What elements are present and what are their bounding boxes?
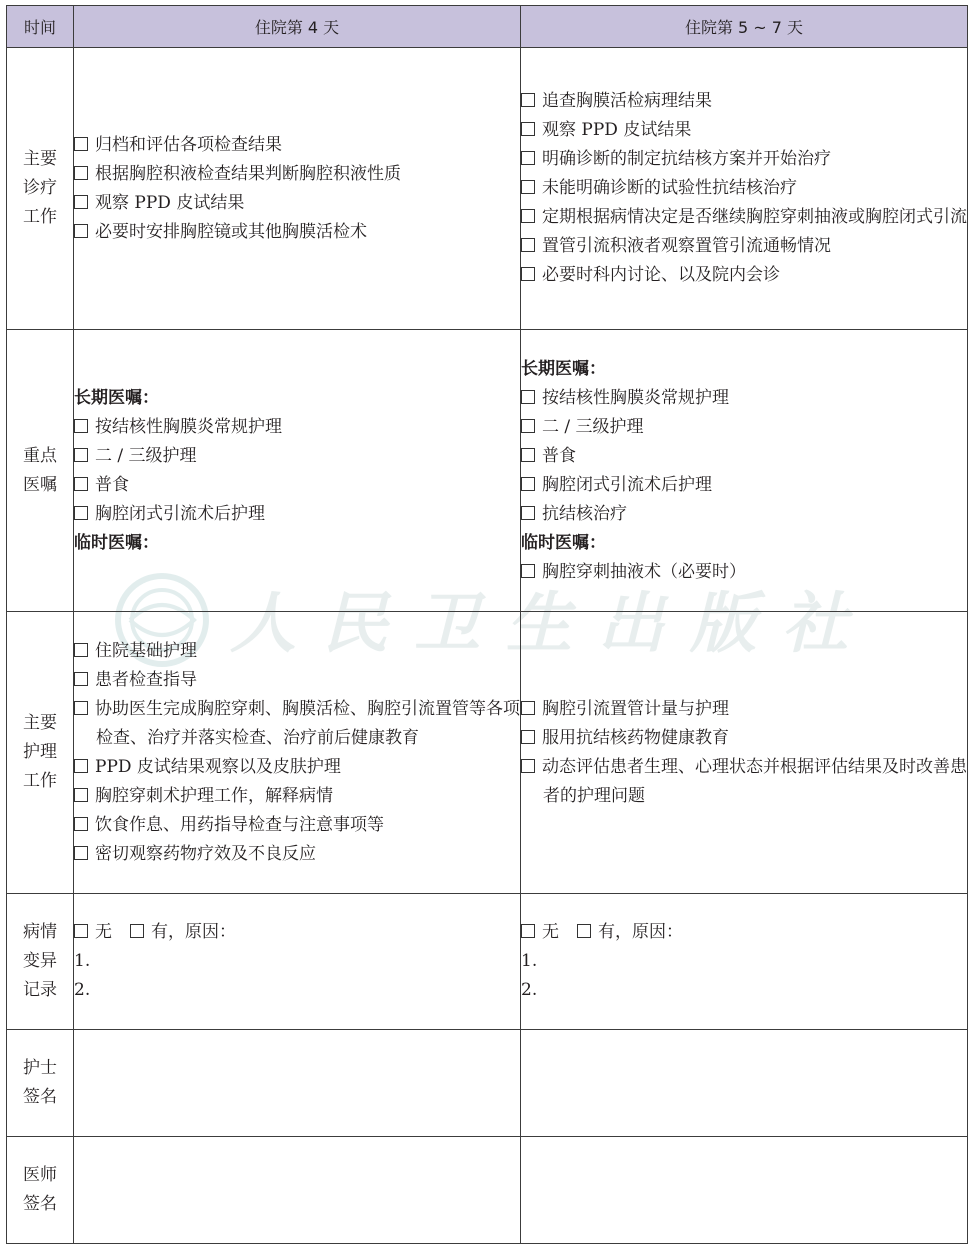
checkbox[interactable] <box>521 730 535 744</box>
checklist-item-text: 归档和评估各项检查结果 <box>95 134 282 155</box>
row-label-line: 医师 <box>23 1165 57 1185</box>
checkbox[interactable] <box>521 759 535 773</box>
checklist-item <box>74 637 520 666</box>
checklist-item <box>521 116 967 145</box>
row-nursing <box>7 612 968 894</box>
checklist-item-text: 住院基础护理 <box>95 640 197 661</box>
variance-day5-7: 无 有，原因： 1. 2. <box>521 894 968 1030</box>
checklist-item-text: 动态评估患者生理、心理状态并根据评估结果及时改善患者的护理问题 <box>542 756 967 806</box>
checkbox[interactable] <box>521 419 535 433</box>
checkbox[interactable] <box>74 224 88 238</box>
checklist-item <box>521 384 967 413</box>
row-label-line: 诊疗 <box>23 178 57 198</box>
diagnosis-day4 <box>74 48 521 330</box>
checklist-item-text: 胸腔穿刺抽液术（必要时） <box>542 561 746 582</box>
checklist-item-text: 胸腔闭式引流术后护理 <box>542 474 712 495</box>
checklist-item-text: 协助医生完成胸腔穿刺、胸膜活检、胸腔引流置管等各项检查、治疗并落实检查、治疗前后健康教育 <box>95 698 520 748</box>
checklist-item <box>74 218 520 247</box>
row-label-line: 签名 <box>23 1194 57 1214</box>
checklist-item-text: 二 / 三级护理 <box>542 416 644 437</box>
checklist-item <box>521 724 967 753</box>
checklist-item-text: 抗结核治疗 <box>542 503 627 524</box>
row-label <box>7 894 74 1030</box>
checklist-item-text: 患者检查指导 <box>95 669 197 690</box>
row-label-line: 变异 <box>23 951 57 971</box>
checklist-item-text: 按结核性胸膜炎常规护理 <box>542 387 729 408</box>
checkbox[interactable] <box>74 817 88 831</box>
checklist-item <box>74 131 520 160</box>
checklist-item <box>521 471 967 500</box>
row-label <box>7 1030 74 1137</box>
checklist-item <box>521 261 967 290</box>
checklist-item <box>74 471 520 500</box>
row-variance <box>7 894 968 1030</box>
checklist-item-text: 胸腔引流置管计量与护理 <box>542 698 729 719</box>
temporary-orders-heading: 临时医嘱： <box>74 532 159 553</box>
checkbox[interactable] <box>521 564 535 578</box>
header-day4: 住院第 4 天 <box>74 6 521 48</box>
checklist-item-text: 未能明确诊断的试验性抗结核治疗 <box>542 178 797 198</box>
checkbox[interactable] <box>74 672 88 686</box>
checkbox[interactable] <box>74 137 88 151</box>
checkbox[interactable] <box>74 448 88 462</box>
checkbox[interactable] <box>130 924 144 938</box>
checklist-item-text: 观察 PPD 皮试结果 <box>95 192 245 213</box>
checklist-item-text: 按结核性胸膜炎常规护理 <box>95 416 282 437</box>
checklist-item <box>74 666 520 695</box>
checkbox[interactable] <box>521 477 535 491</box>
checklist-item <box>521 558 967 587</box>
checkbox[interactable] <box>521 180 535 194</box>
watermark-text: 人民卫生出版社 <box>230 584 874 662</box>
checkbox[interactable] <box>521 267 535 281</box>
checkbox[interactable] <box>521 448 535 462</box>
row-label-line: 病情 <box>23 922 57 942</box>
checklist-item-text: 胸腔穿刺术护理工作，解释病情 <box>95 785 333 806</box>
checklist-item <box>521 442 967 471</box>
row-label <box>7 48 74 330</box>
header-day5-7: 住院第 5 ~ 7 天 <box>521 6 968 48</box>
checklist-item <box>521 753 967 811</box>
row-label-line: 主要 <box>23 149 57 169</box>
checkbox[interactable] <box>74 924 88 938</box>
row-label-line: 主要 <box>23 713 57 733</box>
doctor-signature-day4[interactable] <box>74 1137 521 1244</box>
doctor-signature-day5-7[interactable] <box>521 1137 968 1244</box>
checklist-item-text: 根据胸腔积液检查结果判断胸腔积液性质 <box>95 163 401 184</box>
row-label-line: 护士 <box>23 1058 57 1078</box>
checkbox[interactable] <box>74 788 88 802</box>
checklist-item <box>74 811 520 840</box>
checkbox[interactable] <box>74 477 88 491</box>
checkbox[interactable] <box>74 506 88 520</box>
checkbox[interactable] <box>577 924 591 938</box>
long-term-orders-heading: 长期医嘱： <box>521 358 606 379</box>
row-label-line: 护理 <box>23 742 57 762</box>
checkbox[interactable] <box>521 151 535 165</box>
diagnosis-day5-7 <box>521 48 968 330</box>
checkbox[interactable] <box>74 759 88 773</box>
checklist-item <box>74 840 520 869</box>
checkbox[interactable] <box>74 643 88 657</box>
row-label-line: 重点 <box>23 445 57 466</box>
checkbox[interactable] <box>521 506 535 520</box>
checkbox[interactable] <box>74 166 88 180</box>
row-label <box>7 1137 74 1244</box>
checklist-item-text: 明确诊断的制定抗结核方案并开始治疗 <box>542 149 831 169</box>
checklist-item <box>521 500 967 529</box>
checklist-item-text: 追查胸膜活检病理结果 <box>542 91 712 111</box>
checkbox[interactable] <box>521 209 535 223</box>
nursing-day5-7 <box>521 612 968 894</box>
checklist-item <box>74 413 520 442</box>
row-label-line: 工作 <box>23 771 57 791</box>
checkbox[interactable] <box>521 924 535 938</box>
orders-day4 <box>74 330 521 612</box>
row-label <box>7 330 74 612</box>
long-term-orders-heading: 长期医嘱： <box>74 387 159 408</box>
checklist-item-text: 密切观察药物疗效及不良反应 <box>95 843 316 864</box>
checkbox[interactable] <box>521 701 535 715</box>
row-orders <box>7 330 968 612</box>
checklist-item-text: 定期根据病情决定是否继续胸腔穿刺抽液或胸腔闭式引流 <box>542 207 967 227</box>
checklist-item-text: 必要时安排胸腔镜或其他胸膜活检术 <box>95 221 367 242</box>
row-nurse-signature <box>7 1030 968 1137</box>
checklist-item-text: 置管引流积液者观察置管引流通畅情况 <box>542 236 831 256</box>
row-label <box>7 612 74 894</box>
nurse-signature-day4[interactable] <box>74 1030 521 1137</box>
checkbox[interactable] <box>521 122 535 136</box>
checklist-item <box>74 189 520 218</box>
row-doctor-signature <box>7 1137 968 1244</box>
checklist-item <box>74 500 520 529</box>
checklist-item-text: 服用抗结核药物健康教育 <box>542 727 729 748</box>
checkbox[interactable] <box>521 238 535 252</box>
orders-day5-7 <box>521 330 968 612</box>
checklist-item <box>74 782 520 811</box>
row-label-line: 签名 <box>23 1087 57 1107</box>
nursing-day4 <box>74 612 521 894</box>
checkbox[interactable] <box>521 390 535 404</box>
variance-day4: 无 有，原因： 1. 2. <box>74 894 521 1030</box>
header-row <box>7 6 968 48</box>
checklist-item <box>521 174 967 203</box>
checklist-item <box>521 145 967 174</box>
checklist-item <box>74 695 520 753</box>
checklist-item-text: 二 / 三级护理 <box>95 445 197 466</box>
clinical-pathway-table <box>6 5 968 1244</box>
checklist-item <box>521 695 967 724</box>
checklist-item <box>74 442 520 471</box>
checkbox[interactable] <box>74 419 88 433</box>
row-label-line: 医嘱 <box>23 474 57 495</box>
checkbox[interactable] <box>521 93 535 107</box>
row-diagnosis <box>7 48 968 330</box>
nurse-signature-day5-7[interactable] <box>521 1030 968 1137</box>
checkbox[interactable] <box>74 195 88 209</box>
checklist-item-text: 普食 <box>95 474 129 495</box>
header-time: 时间 <box>7 6 74 48</box>
checklist-item-text: 胸腔闭式引流术后护理 <box>95 503 265 524</box>
checklist-item <box>74 753 520 782</box>
row-label-line: 工作 <box>23 207 57 227</box>
checklist-item-text: 普食 <box>542 445 576 466</box>
checklist-item <box>521 87 967 116</box>
checklist-item-text: 必要时科内讨论、以及院内会诊 <box>542 265 780 285</box>
temporary-orders-heading: 临时医嘱： <box>521 532 606 553</box>
row-label-line: 记录 <box>23 980 57 1000</box>
checklist-item <box>521 232 967 261</box>
checklist-item-text: PPD 皮试结果观察以及皮肤护理 <box>95 756 341 777</box>
checkbox[interactable] <box>74 846 88 860</box>
checklist-item <box>74 160 520 189</box>
checklist-item <box>521 413 967 442</box>
checklist-item <box>521 203 967 232</box>
checkbox[interactable] <box>74 701 88 715</box>
checklist-item-text: 观察 PPD 皮试结果 <box>542 120 692 140</box>
checklist-item-text: 饮食作息、用药指导检查与注意事项等 <box>95 814 384 835</box>
